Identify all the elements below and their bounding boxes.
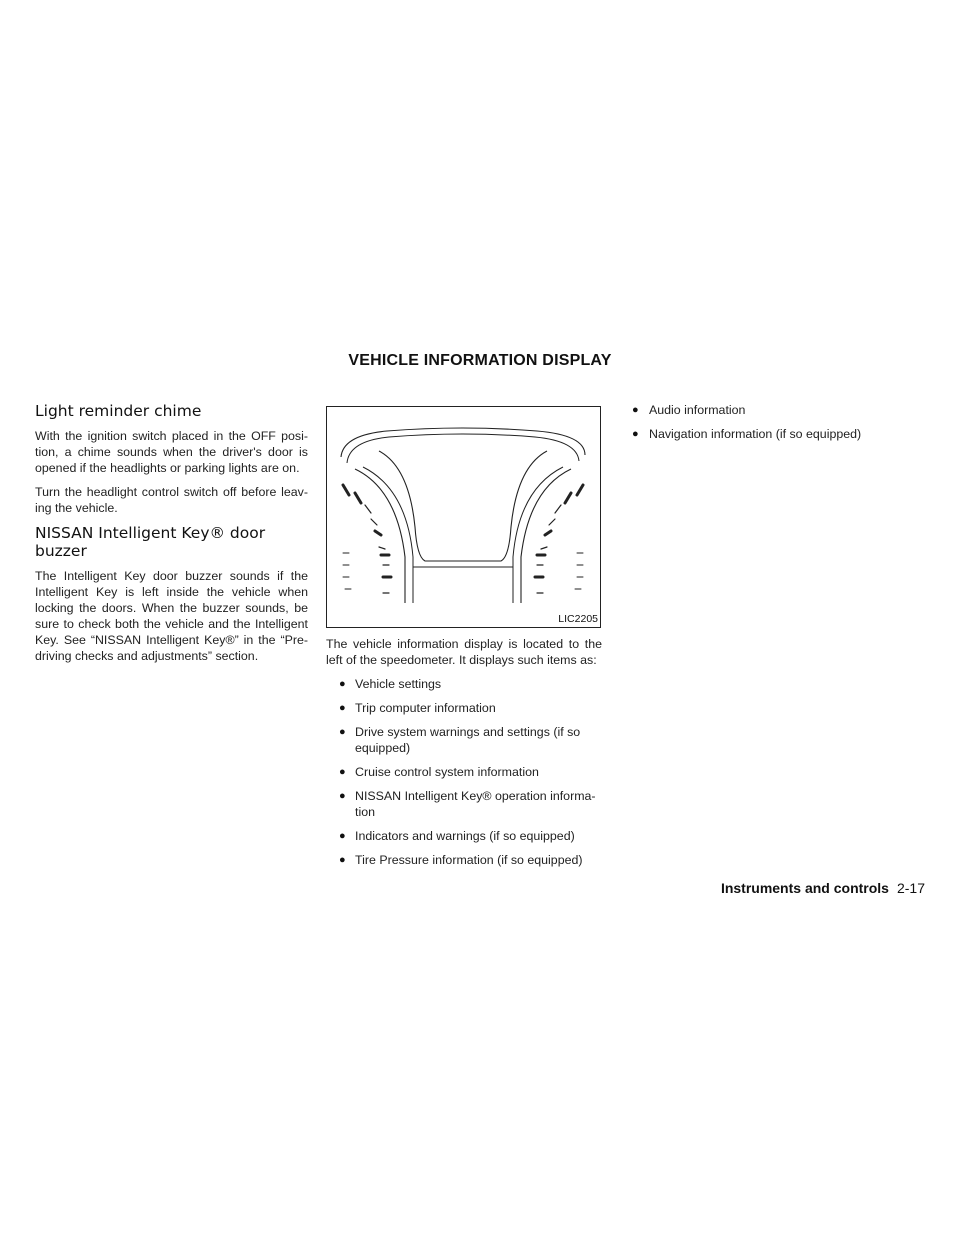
heading-light-reminder-chime: Light reminder chime — [35, 402, 202, 420]
bullet-icon: ● — [339, 726, 346, 738]
page-footer — [680, 880, 925, 896]
column-middle-text — [326, 636, 602, 876]
bullet-icon: ● — [339, 702, 346, 714]
bullet-icon: ● — [632, 428, 639, 440]
list-item: ● Navigation information (if so equipped) — [632, 427, 862, 441]
bullet-icon: ● — [339, 766, 346, 778]
display-items-list — [326, 676, 602, 868]
footer-section-name: Instruments and controls — [720, 880, 889, 896]
list-item: ● Drive system warnings and settings (if so equipped) — [339, 725, 581, 755]
section-title: VEHICLE INFORMATION DISPLAY — [348, 352, 612, 369]
paragraph-buzzer: The Intelligent Key door buzzer sounds if the Intelligent Key is left inside the vehicle when locking the doors. When the buzzer sounds, be sure to check both the vehicle and the Intelligent Key. See “NISSAN Intelligent Key®” in the “Pre- driving checks and adjustments” section. — [35, 569, 308, 663]
list-item: ● Tire Pressure information (if so equipped) — [339, 853, 583, 867]
instrument-cluster-figure — [326, 406, 601, 628]
figure-label: LIC2205 — [558, 613, 598, 625]
bullet-icon: ● — [339, 678, 346, 690]
paragraph-display-intro: The vehicle information display is located to the left of the speedometer. It displays such items as: — [326, 637, 602, 667]
cluster-illustration — [327, 407, 600, 627]
bullet-icon: ● — [632, 404, 639, 416]
page-number: 2-17 — [896, 880, 925, 896]
list-item: ● Audio information — [632, 403, 746, 417]
list-item: ● Indicators and warnings (if so equipped) — [339, 829, 575, 843]
list-item: ● Trip computer information — [339, 701, 496, 715]
heading-intelligent-key-buzzer: NISSAN Intelligent Key® door buzzer — [35, 524, 266, 560]
bullet-icon: ● — [339, 790, 346, 802]
column-left — [35, 402, 308, 672]
list-item: ● NISSAN Intelligent Key® operation informa- tion — [339, 789, 596, 819]
paragraph-headlight-switch: Turn the headlight control switch off before leav- ing the vehicle. — [35, 485, 308, 515]
column-right — [632, 402, 932, 450]
bullet-icon: ● — [339, 854, 346, 866]
paragraph-chime: With the ignition switch placed in the OFF posi- tion, a chime sounds when the driver's door is opened if the headlights or parking lights are on. — [35, 429, 308, 475]
list-item: ● Cruise control system information — [339, 765, 539, 779]
list-item: ● Vehicle settings — [339, 677, 442, 691]
bullet-icon: ● — [339, 830, 346, 842]
display-items-list-continued — [632, 402, 932, 442]
